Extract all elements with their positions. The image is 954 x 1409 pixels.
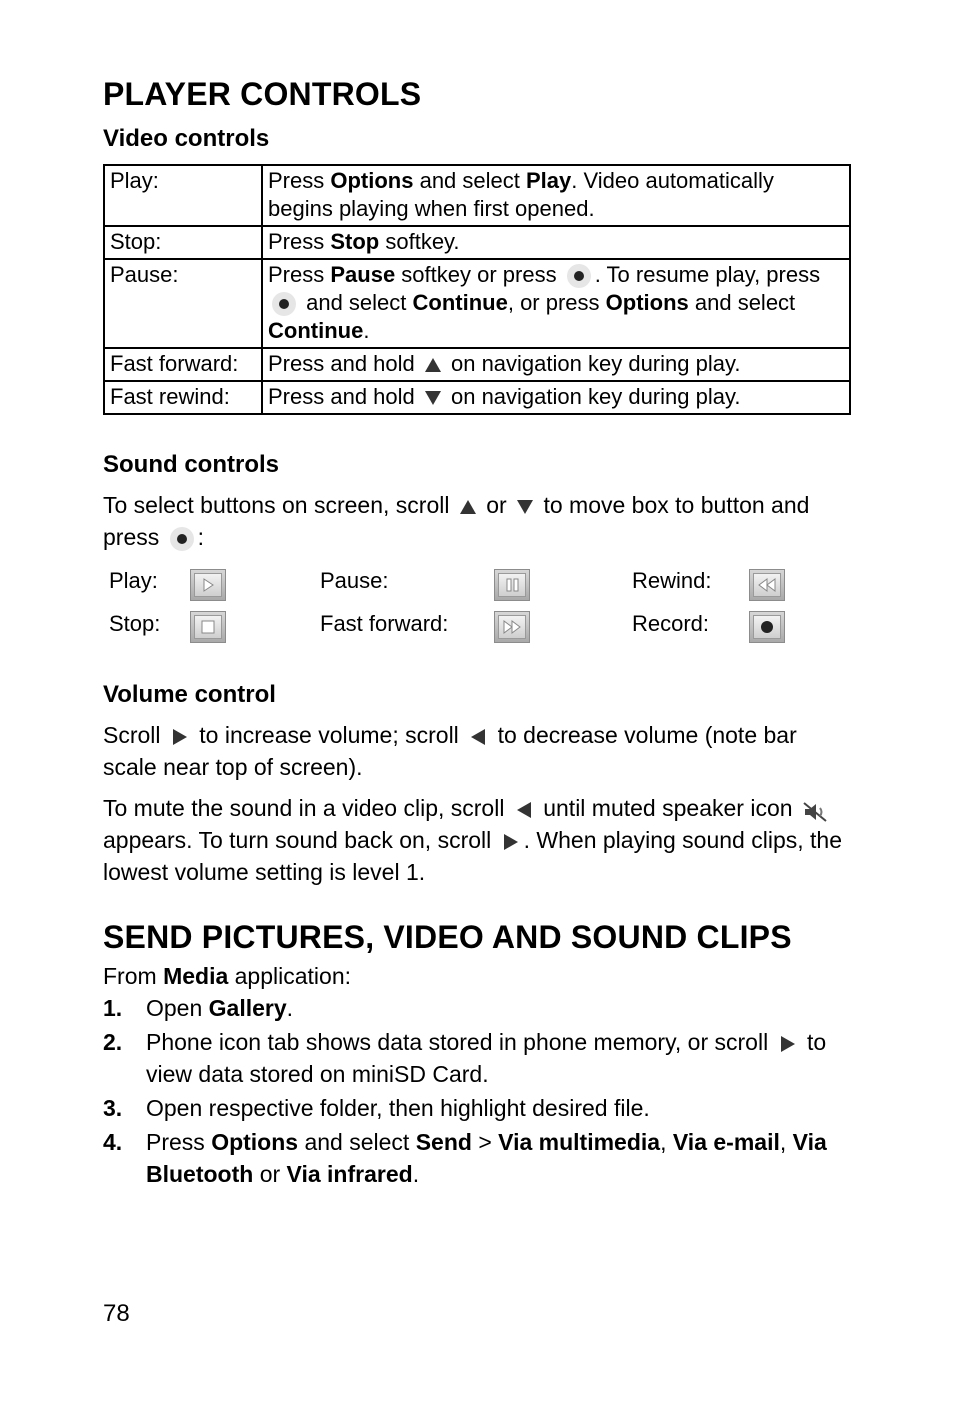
record-button-icon — [749, 611, 785, 643]
nav-right-icon — [781, 1036, 795, 1052]
video-controls-heading: Video controls — [103, 125, 270, 152]
table-row — [104, 348, 850, 381]
row-label-play: Play: — [104, 165, 262, 226]
sound-label-rewind: Rewind: — [632, 568, 712, 593]
row-desc-stop: Press Stop softkey. — [262, 226, 850, 259]
nav-down-icon — [425, 391, 441, 405]
nav-left-icon — [517, 802, 531, 818]
row-desc-fast-forward: Press and hold on navigation key during play. — [262, 348, 850, 381]
nav-up-icon — [425, 358, 441, 372]
send-steps-list — [103, 992, 851, 1192]
nav-right-icon — [504, 834, 518, 850]
nav-up-icon — [460, 500, 476, 514]
sound-label-fast-forward: Fast forward: — [320, 611, 449, 636]
nav-left-icon — [471, 729, 485, 745]
row-label-fast-forward: Fast forward: — [104, 348, 262, 381]
rewind-button-icon — [749, 569, 785, 601]
list-item: 4. Press Options and select Send > Via multimedia, Via e-mail, Via Bluetooth or Via infrared. — [103, 1129, 827, 1187]
row-label-pause: Pause: — [104, 259, 262, 348]
sound-label-play: Play: — [109, 568, 158, 593]
volume-paragraph-2: To mute the sound in a video clip, scroll until muted speaker icon appears. To turn sound back on, scroll . When playing sound clips, the lowest volume setting is level 1. — [103, 795, 842, 885]
volume-control-heading: Volume control — [103, 681, 276, 708]
table-row — [104, 226, 850, 259]
nav-down-icon — [517, 500, 533, 514]
row-desc-play: Press Options and select Play. Video automatically begins playing when first opened. — [262, 165, 850, 226]
list-item: 3. Open respective folder, then highlight desired file. — [103, 1095, 650, 1121]
section-title-player-controls: PLAYER CONTROLS — [103, 76, 422, 112]
stop-button-icon — [190, 611, 226, 643]
row-desc-fast-rewind: Press and hold on navigation key during play. — [262, 381, 850, 414]
page-number: 78 — [103, 1300, 130, 1327]
section-title-send: SEND PICTURES, VIDEO AND SOUND CLIPS — [103, 919, 792, 955]
pause-button-icon — [494, 569, 530, 601]
row-label-fast-rewind: Fast rewind: — [104, 381, 262, 414]
sound-label-stop: Stop: — [109, 611, 161, 636]
nav-right-icon — [173, 729, 187, 745]
table-row — [104, 381, 850, 414]
send-intro: From Media application: — [103, 963, 351, 989]
video-controls-table — [103, 164, 851, 415]
sound-label-record: Record: — [632, 611, 710, 636]
volume-paragraph-1: Scroll to increase volume; scroll to decrease volume (note bar scale near top of screen). — [103, 722, 797, 780]
list-item: 1. Open Gallery. — [103, 995, 294, 1021]
center-key-icon — [170, 527, 194, 551]
sound-controls-intro: To select buttons on screen, scroll or to move box to button and press : — [103, 492, 810, 550]
row-desc-pause: Press Pause softkey or press . To resume play, press and select Continue, or press Options and select Continue. — [262, 259, 850, 348]
center-key-icon — [272, 292, 296, 316]
center-key-icon — [567, 264, 591, 288]
fast-forward-button-icon — [494, 611, 530, 643]
muted-speaker-icon — [802, 799, 830, 821]
row-label-stop: Stop: — [104, 226, 262, 259]
table-row — [104, 259, 850, 348]
sound-controls-heading: Sound controls — [103, 451, 279, 478]
list-item: 2. Phone icon tab shows data stored in phone memory, or scroll to view data stored on miniSD Card. — [103, 1029, 827, 1087]
play-button-icon — [190, 569, 226, 601]
table-row — [104, 165, 850, 226]
sound-label-pause: Pause: — [320, 568, 389, 593]
